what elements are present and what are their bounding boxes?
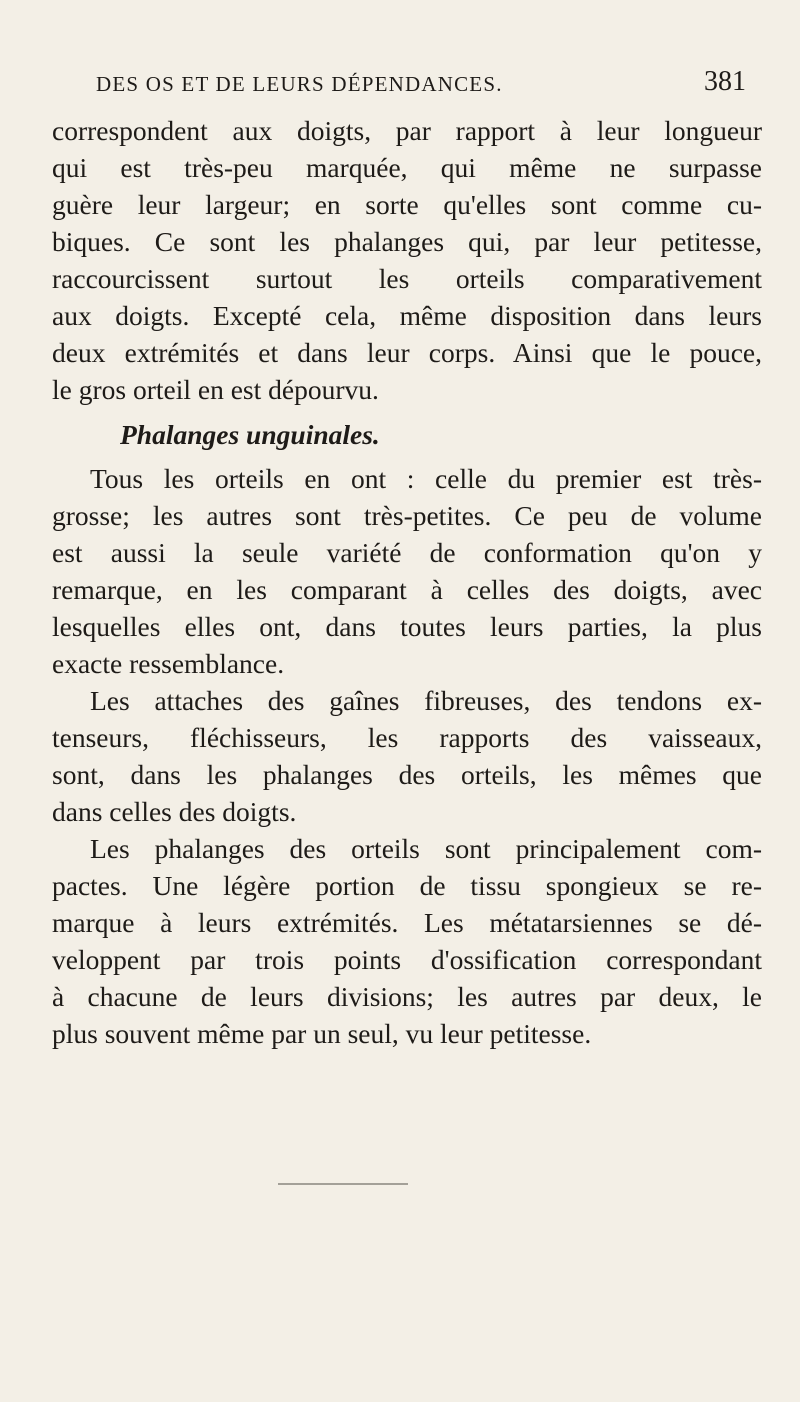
text-line: sont, dans les phalanges des orteils, les mêmes que	[52, 759, 762, 790]
text-line: remarque, en les comparant à celles des doigts, avec	[52, 574, 762, 605]
paragraph-3	[52, 682, 762, 830]
text-line: raccourcissent surtout les orteils comparativement	[52, 263, 762, 294]
text-line: guère leur largeur; en sorte qu'elles sont comme cu-	[52, 189, 762, 220]
running-head: DES OS ET DE LEURS DÉPENDANCES.	[96, 72, 503, 96]
text-line: tenseurs, fléchisseurs, les rapports des vaisseaux,	[52, 722, 762, 753]
text-line: pactes. Une légère portion de tissu spongieux se re-	[52, 870, 762, 901]
page-header	[96, 66, 746, 102]
text-line: deux extrémités et dans leur corps. Ainsi que le pouce,	[52, 337, 762, 368]
text-line: Tous les orteils en ont : celle du premier est très-	[90, 463, 762, 494]
paragraph-4	[52, 830, 762, 1052]
text-line: grosse; les autres sont très-petites. Ce peu de volume	[52, 500, 762, 531]
paragraph-1	[52, 112, 762, 408]
page-body	[52, 112, 762, 1052]
text-line: Les phalanges des orteils sont principalement com-	[90, 833, 762, 864]
text-line: qui est très-peu marquée, qui même ne surpasse	[52, 152, 762, 183]
text-line: aux doigts. Excepté cela, même disposition dans leurs	[52, 300, 762, 331]
text-line: veloppent par trois points d'ossification correspondant	[52, 944, 762, 975]
page-number: 381	[704, 66, 746, 97]
text-line: le gros orteil en est dépourvu.	[52, 374, 379, 405]
text-line: biques. Ce sont les phalanges qui, par leur petitesse,	[52, 226, 762, 257]
text-line: exacte ressemblance.	[52, 648, 285, 679]
section-heading: Phalanges unguinales.	[120, 418, 380, 450]
paragraph-2	[52, 460, 762, 682]
footer-rule	[278, 1183, 408, 1185]
text-line: Les attaches des gaînes fibreuses, des tendons ex-	[90, 685, 762, 716]
text-line: est aussi la seule variété de conformation qu'on y	[52, 537, 762, 568]
text-line: plus souvent même par un seul, vu leur petitesse.	[52, 1018, 592, 1049]
text-line: à chacune de leurs divisions; les autres par deux, le	[52, 981, 762, 1012]
text-line: marque à leurs extrémités. Les métatarsiennes se dé-	[52, 907, 762, 938]
text-line: lesquelles elles ont, dans toutes leurs parties, la plus	[52, 611, 762, 642]
text-line: correspondent aux doigts, par rapport à leur longueur	[52, 115, 762, 146]
text-line: dans celles des doigts.	[52, 796, 297, 827]
